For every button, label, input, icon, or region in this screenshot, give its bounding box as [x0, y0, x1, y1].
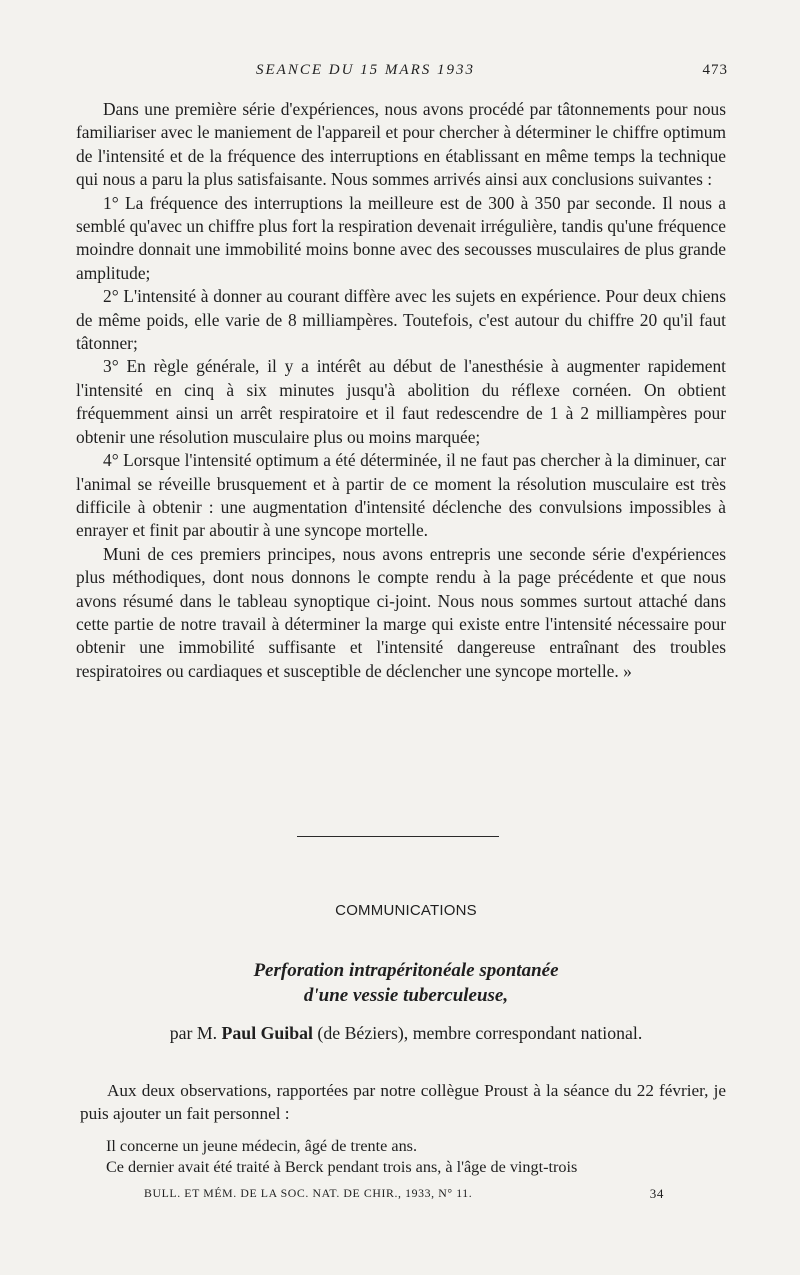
body-text [76, 98, 726, 683]
paragraph-intro: Dans une première série d'expériences, nous avons procédé par tâtonnements pour nous familiariser avec le maniement de l'appareil et pour chercher à déterminer le chiffre optimum de l'intensité et de la fréquence des interruptions en établissant en même temps la technique qui nous a paru la plus satisfaisante. Nous sommes arrivés ainsi aux conclusions suivantes : [76, 99, 726, 190]
page-number: 473 [702, 62, 728, 78]
paragraph-point-4: 4° Lorsque l'intensité optimum a été déterminée, il ne faut pas chercher à la diminuer, car l'animal se réveille brusquement et à partir de ce moment la résolution musculaire est très difficile à obtenir : une augmentation d'intensité déclenche des convulsions impossibles à enrayer et finit par aboutir à une syncope mortelle. [76, 450, 726, 541]
byline [76, 1023, 736, 1044]
lead-paragraph-text: Aux deux observations, rapportées par notre collègue Proust à la séance du 22 février, je puis ajouter un fait personnel : [80, 1081, 726, 1123]
section-divider [297, 836, 499, 837]
footer-citation: BULL. ET MÉM. DE LA SOC. NAT. DE CHIR., 1933, N° 11. [144, 1186, 473, 1200]
case-line-2: Ce dernier avait été traité à Berck pendant trois ans, à l'âge de vingt-trois [106, 1158, 578, 1176]
author-name: Paul Guibal [221, 1023, 313, 1043]
case-report [106, 1136, 726, 1178]
article-title-line-2: d'une vessie tuberculeuse, [303, 985, 509, 1006]
paragraph-point-3: 3° En règle générale, il y a intérêt au début de l'anesthésie à augmenter rapidement l'intensité en cinq à six minutes jusqu'à abolition du réflexe cornéen. On obtient fréquemment ainsi un arrêt respiratoire et il faut redescendre de 1 à 2 milliampères pour obtenir une résolution musculaire plus ou moins marquée; [76, 356, 726, 447]
byline-suffix: (de Béziers), membre correspondant national. [312, 1023, 643, 1043]
running-head-title: SEANCE DU 15 MARS 1933 [256, 62, 475, 78]
section-heading: COMMUNICATIONS [335, 902, 477, 919]
byline-prefix: par M. [169, 1023, 222, 1043]
article-title [76, 958, 736, 1008]
article-title-line-1: Perforation intrapéritonéale spontanée [253, 960, 559, 981]
paragraph-point-1: 1° La fréquence des interruptions la meilleure est de 300 à 350 par seconde. Il nous a semblé qu'avec un chiffre plus fort la respiration devenait irrégulière, tandis qu'une fréquence moindre donnait une immobilité moins bonne avec des secousses musculaires de plus grande amplitude; [76, 192, 726, 283]
case-line-1: Il concerne un jeune médecin, âgé de trente ans. [106, 1137, 418, 1155]
page-footer [144, 1186, 664, 1201]
lead-paragraph [80, 1079, 726, 1125]
sheet-number: 34 [649, 1186, 664, 1201]
paragraph-point-2: 2° L'intensité à donner au courant diffère avec les sujets en expérience. Pour deux chiens de même poids, elle varie de 8 milliampères. Toutefois, c'est autour du chiffre 20 qu'il faut tâtonner; [76, 286, 726, 354]
paragraph-conclusion: Muni de ces premiers principes, nous avons entrepris une seconde série d'expériences plus méthodiques, dont nous donnons le compte rendu à la page précédente et que nous avons résumé dans le tableau synoptique ci-joint. Nous nous sommes surtout attaché dans cette partie de notre travail à déterminer la marge qui existe entre l'intensité nécessaire pour obtenir une immobilité suffisante et l'intensité dangereuse entraînant des troubles respiratoires ou cardiaques et susceptible de déclencher une syncope mortelle. » [76, 543, 726, 681]
